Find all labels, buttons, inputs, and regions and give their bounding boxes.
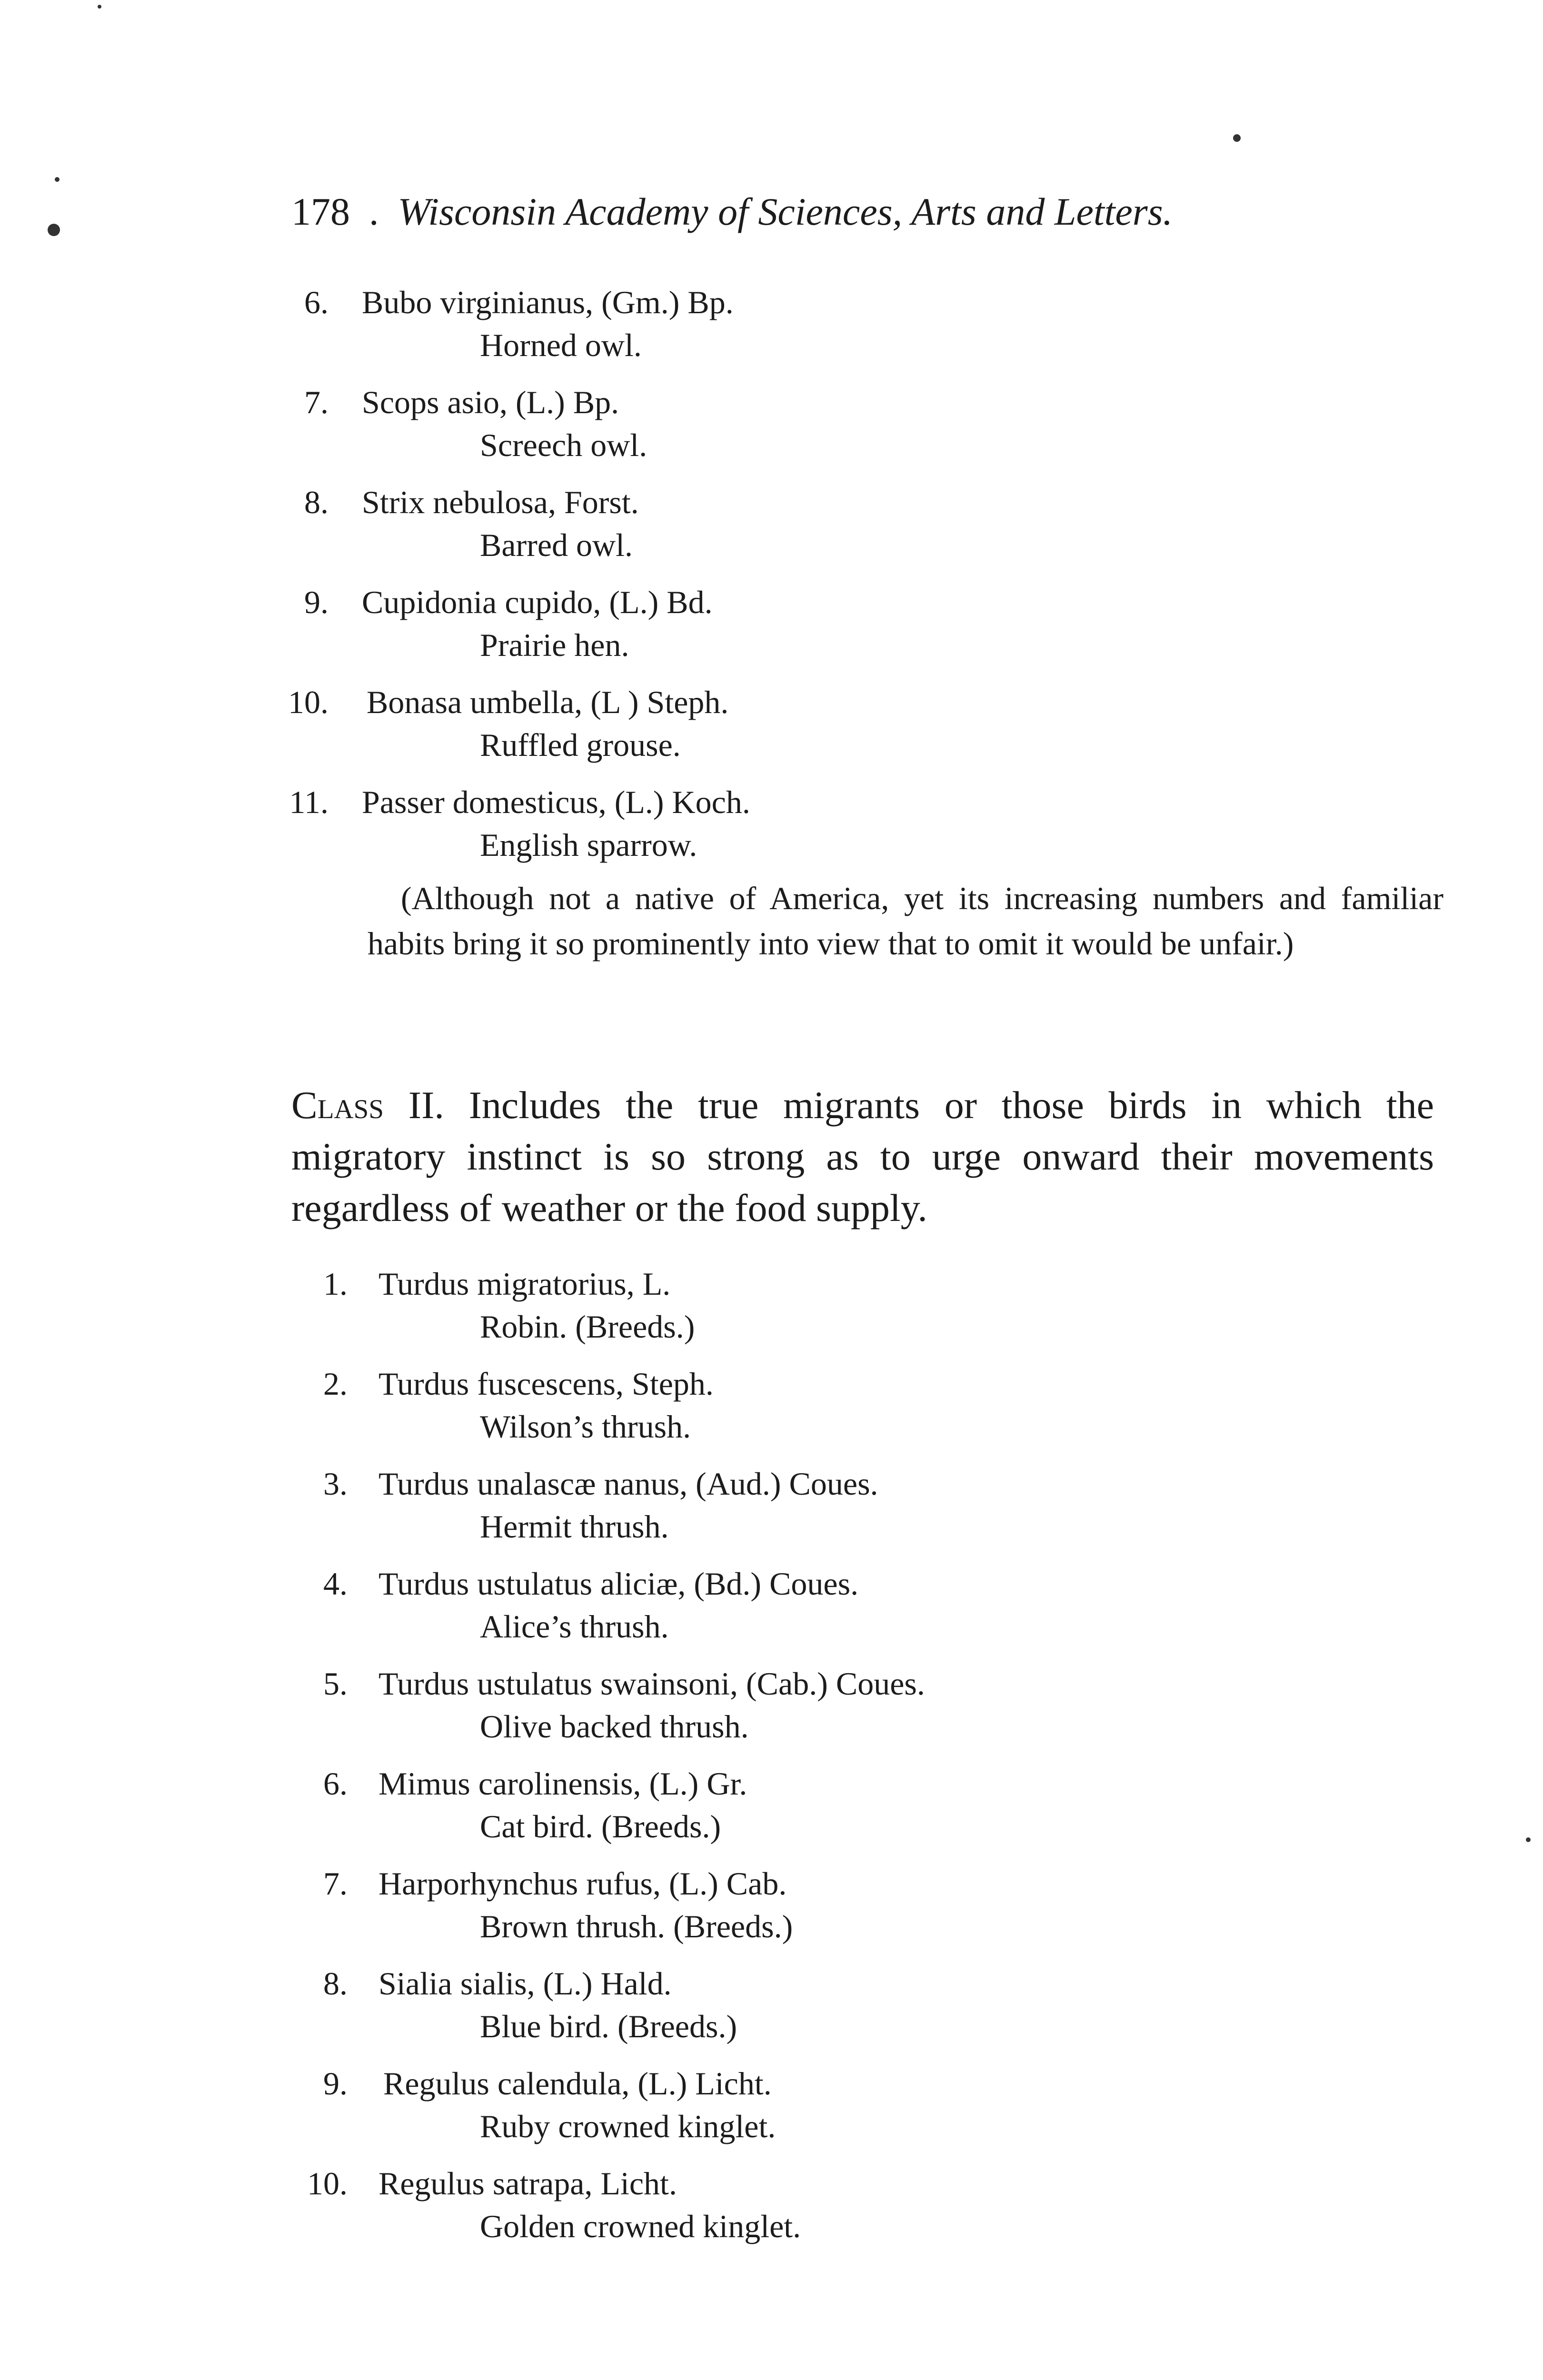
common-name: Barred owl. [480, 527, 633, 563]
common-name: Golden crowned kinglet. [480, 2208, 801, 2244]
item-number: 9. [323, 2065, 348, 2102]
scientific-name: Turdus ustulatus swainsoni, (Cab.) Coues. [378, 1666, 925, 1702]
common-name: Horned owl. [480, 327, 642, 363]
item-number: 2. [323, 1366, 348, 1402]
scientific-name: Turdus unalascæ nanus, (Aud.) Coues. [378, 1466, 878, 1502]
item-number: 11. [289, 784, 329, 820]
item-number: 10. [307, 2165, 348, 2202]
scan-speck [98, 5, 101, 9]
common-name: Robin. (Breeds.) [480, 1309, 695, 1345]
item-number: 8. [304, 484, 329, 520]
item-number: 7. [323, 1865, 348, 1902]
item-number: 3. [323, 1466, 348, 1502]
common-name: Wilson’s thrush. [480, 1408, 691, 1445]
scientific-name: Cupidonia cupido, (L.) Bd. [362, 584, 713, 620]
item-number: 4. [323, 1566, 348, 1602]
scientific-name: Passer domesticus, (L.) Koch. [362, 784, 750, 820]
item-number: 8. [323, 1965, 348, 2002]
scientific-name: Turdus fuscescens, Steph. [378, 1366, 714, 1402]
scientific-name: Turdus ustulatus aliciæ, (Bd.) Coues. [378, 1566, 859, 1602]
item-number: 6. [323, 1765, 348, 1802]
scientific-name: Bonasa umbella, (L ) Steph. [367, 684, 729, 720]
sparrow-note: (Although not a native of America, yet its increasing numbers and familiar habits bring it so prominently into view that to omit it would be unfair.) [368, 880, 1443, 962]
common-name: Alice’s thrush. [480, 1608, 669, 1645]
item-number: 1. [323, 1266, 348, 1302]
item-number: 9. [304, 584, 329, 620]
scientific-name: Regulus calendula, (L.) Licht. [383, 2065, 772, 2102]
scientific-name: Strix nebulosa, Forst. [362, 484, 639, 520]
common-name: Brown thrush. (Breeds.) [480, 1908, 793, 1944]
common-name: Blue bird. (Breeds.) [480, 2008, 737, 2044]
scan-speck [55, 177, 60, 182]
common-name: Ruffled grouse. [480, 727, 681, 763]
common-name: Hermit thrush. [480, 1508, 669, 1545]
scan-speck [1233, 134, 1241, 142]
item-number: 7. [304, 384, 329, 420]
item-number: 6. [304, 284, 329, 320]
class-heading: Class II. [291, 1083, 444, 1127]
scan-speck [1526, 1837, 1531, 1842]
item-number: 10. [288, 684, 329, 720]
scientific-name: Sialia sialis, (L.) Hald. [378, 1965, 672, 2002]
scientific-name: Harporhynchus rufus, (L.) Cab. [378, 1865, 787, 1902]
common-name: Prairie hen. [480, 627, 629, 663]
header-separator: . [369, 190, 379, 233]
common-name: Cat bird. (Breeds.) [480, 1808, 721, 1844]
scientific-name: Scops asio, (L.) Bp. [362, 384, 619, 420]
scientific-name: Regulus satrapa, Licht. [378, 2165, 677, 2202]
running-header [291, 189, 1173, 234]
common-name: English sparrow. [480, 827, 697, 863]
class-description-text: Includes the true migrants or those birds in which the migratory instinct is so strong as to urge onward their movements regardless of weather or the food supply. [291, 1083, 1434, 1230]
class-two-description [291, 1080, 1434, 1234]
scientific-name: Bubo virginianus, (Gm.) Bp. [362, 284, 734, 320]
common-name: Olive backed thrush. [480, 1708, 749, 1745]
journal-title: Wisconsin Academy of Sciences, Arts and Letters. [398, 190, 1173, 233]
page-number: 178 [291, 190, 350, 233]
scan-speck [48, 224, 60, 236]
item-number: 5. [323, 1666, 348, 1702]
scientific-name: Turdus migratorius, L. [378, 1266, 671, 1302]
common-name: Ruby crowned kinglet. [480, 2108, 776, 2144]
common-name: Screech owl. [480, 427, 647, 463]
scientific-name: Mimus carolinensis, (L.) Gr. [378, 1765, 747, 1802]
